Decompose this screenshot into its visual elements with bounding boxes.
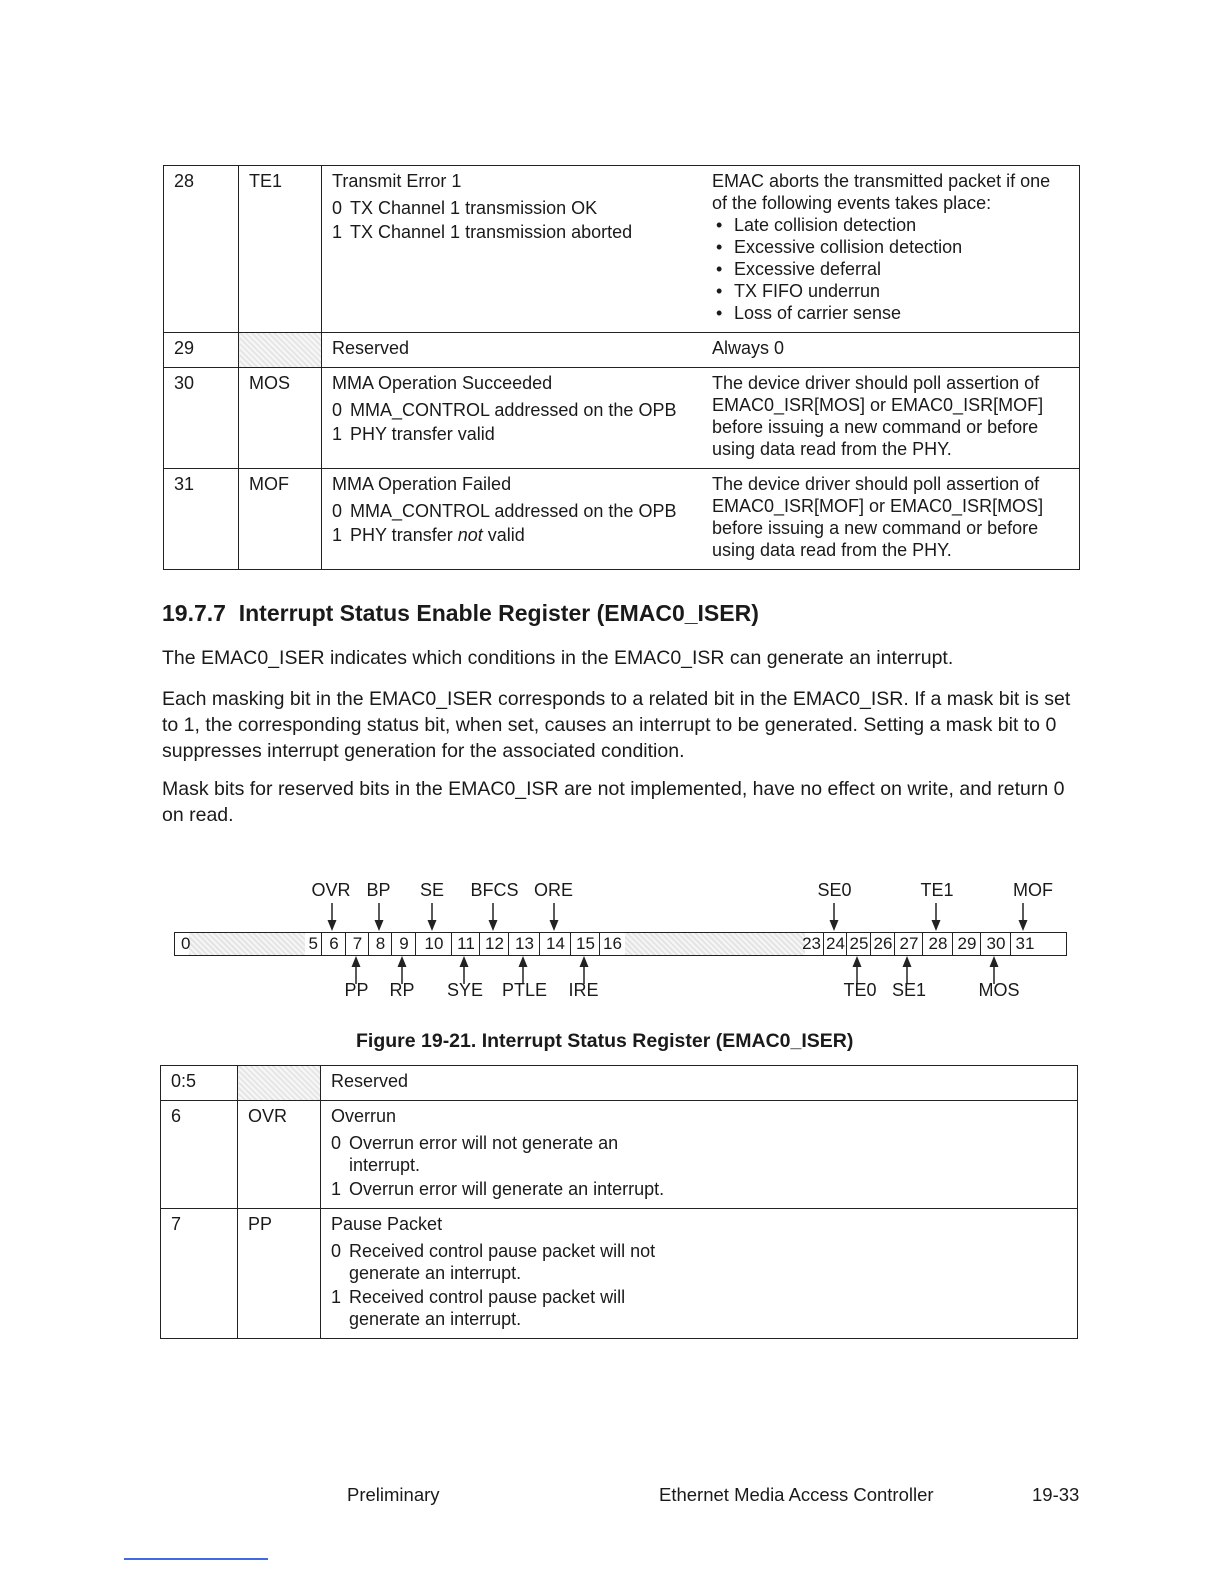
table-row (161, 1101, 1078, 1209)
field-label-ore: ORE (533, 880, 574, 900)
option-1: 1 Overrun error will generate an interrupt. (331, 1179, 665, 1199)
bit-cell: 13 (508, 933, 540, 955)
field-cell: TE1 (239, 166, 322, 333)
list-item: • Excessive deferral (712, 258, 1069, 280)
field-label-bp: BP (366, 880, 391, 900)
field-name: MMA Operation Failed (332, 474, 512, 494)
figure-caption: Figure 19-21. Interrupt Status Register (EMAC0_ISER) (356, 1030, 854, 1052)
bit-cell: 25 (846, 933, 871, 955)
paragraph: Each masking bit in the EMAC0_ISER corresponds to a related bit in the EMAC0_ISR. If a mask bit is set to 1, the corresponding status bit, when set, causes an interrupt to be generated. Setting a mask bit to 0 suppresses interrupt generation for the associated condition. (162, 688, 1071, 762)
description-cell (322, 368, 1080, 469)
description-cell (321, 1101, 1078, 1209)
down-arrow-icon (549, 903, 559, 931)
bit-cell: 30 (164, 368, 239, 469)
list-item: • Loss of carrier sense (712, 302, 1069, 324)
field-label-mos: MOS (978, 980, 1020, 1000)
bit-cell: 29 (952, 933, 981, 955)
field-label-se1: SE1 (891, 980, 927, 1000)
field-cell: MOS (239, 368, 322, 469)
notes-text: The device driver should poll assertion of EMAC0_ISR[MOF] or EMAC0_ISR[MOS] before issuing a new command or before using data read from the PHY. (712, 474, 1044, 560)
field-name: Overrun (331, 1106, 397, 1126)
bit-range-reserved-high (599, 933, 824, 955)
down-arrow-icon (374, 903, 384, 931)
field-cell: PP (238, 1209, 321, 1339)
bit-range-reserved-low (175, 933, 321, 955)
field-name: Reserved (332, 338, 410, 358)
bit-cell: 15 (570, 933, 600, 955)
iser-field-table (160, 1065, 1078, 1339)
footer-page-number: 19-33 (1032, 1484, 1080, 1505)
table-row (164, 368, 1080, 469)
bit-cell: 29 (164, 333, 239, 368)
field-label-mof: MOF (1013, 880, 1053, 900)
field-name: Reserved (331, 1071, 409, 1091)
field-label-ire: IRE (568, 980, 599, 1000)
description-cell (321, 1066, 1078, 1101)
bit-cell: 30 (980, 933, 1011, 955)
list-item: • Late collision detection (712, 214, 1069, 236)
option-0: 0 Received control pause packet will not generate an interrupt. (331, 1241, 656, 1283)
bit-cell: 6 (321, 933, 346, 955)
option-1: 1 PHY transfer not valid (332, 525, 525, 545)
field-label-se: SE (419, 880, 445, 900)
field-name: Pause Packet (331, 1214, 443, 1234)
field-name: MMA Operation Succeeded (332, 373, 553, 393)
down-arrow-icon (931, 903, 941, 931)
footer-status: Preliminary (347, 1484, 440, 1505)
bit-cell: 11 (451, 933, 480, 955)
description-cell (321, 1209, 1078, 1339)
field-label-sye: SYE (446, 980, 484, 1000)
bit-cell: 31 (164, 469, 239, 570)
field-label-te1: TE1 (920, 880, 954, 900)
description-cell (322, 469, 1080, 570)
paragraph: The EMAC0_ISER indicates which conditions in the EMAC0_ISR can generate an interrupt. (162, 647, 954, 669)
bit-number: 0 (181, 934, 191, 953)
field-cell: OVR (238, 1101, 321, 1209)
bit-cell: 14 (539, 933, 571, 955)
field-cell: MOF (239, 469, 322, 570)
bit-cell: 7 (345, 933, 369, 955)
notes-text: The device driver should poll assertion of EMAC0_ISR[MOS] or EMAC0_ISR[MOF] before issuing a new command or before using data read from the PHY. (712, 373, 1044, 459)
field-label-se0: SE0 (817, 880, 852, 900)
bit-cell: 9 (391, 933, 416, 955)
down-arrow-icon (427, 903, 437, 931)
down-arrow-icon (1018, 903, 1028, 931)
bit-cell: 26 (870, 933, 895, 955)
bullet-list (712, 214, 1069, 324)
option-0: 0 MMA_CONTROL addressed on the OPB (332, 501, 677, 521)
down-arrow-icon (488, 903, 498, 931)
bit-number: 5 (308, 934, 318, 953)
bit-cell: 12 (479, 933, 509, 955)
table-row (164, 469, 1080, 570)
reserved-field-cell (239, 333, 322, 368)
field-label-ptle: PTLE (501, 980, 548, 1000)
bit-cell: 0:5 (161, 1066, 238, 1101)
section-title: Interrupt Status Enable Register (EMAC0_ISER) (238, 600, 759, 626)
option-0: 0 Overrun error will not generate an interrupt. (331, 1133, 619, 1175)
down-arrow-icon (829, 903, 839, 931)
field-label-pp: PP (344, 980, 369, 1000)
option-1: 1 PHY transfer valid (332, 424, 495, 444)
option-1: 1 TX Channel 1 transmission aborted (332, 222, 633, 242)
bit-cell: 28 (164, 166, 239, 333)
divider (124, 1558, 268, 1560)
description-cell (322, 333, 1080, 368)
bit-cell: 27 (894, 933, 923, 955)
register-bit-strip (174, 932, 1067, 956)
bit-cell: 8 (368, 933, 392, 955)
option-0: 0 TX Channel 1 transmission OK (332, 198, 598, 218)
option-0: 0 MMA_CONTROL addressed on the OPB (332, 400, 677, 420)
bit-cell: 6 (161, 1101, 238, 1209)
list-item: • Excessive collision detection (712, 236, 1069, 258)
bit-cell: 24 (823, 933, 847, 955)
table-row (161, 1209, 1078, 1339)
bit-number: 23 (802, 934, 821, 953)
field-label-bfcs: BFCS (470, 880, 519, 900)
field-label-ovr: OVR (311, 880, 351, 900)
table-row (164, 333, 1080, 368)
paragraph: Mask bits for reserved bits in the EMAC0_ISR are not implemented, have no effect on write, and return 0 on read. (162, 778, 1065, 826)
bit-number: 16 (603, 934, 622, 953)
reserved-field-cell (238, 1066, 321, 1101)
notes-text: Always 0 (712, 338, 785, 358)
bit-cell: 10 (415, 933, 452, 955)
field-label-te0: TE0 (843, 980, 877, 1000)
notes (712, 170, 1069, 324)
table-row (164, 166, 1080, 333)
bit-cell: 7 (161, 1209, 238, 1339)
section-heading (162, 600, 759, 627)
field-name: Transmit Error 1 (332, 171, 462, 191)
section-number: 19.7.7 (162, 600, 226, 626)
list-item: • TX FIFO underrun (712, 280, 1069, 302)
isr-field-table (163, 165, 1080, 570)
option-1: 1 Received control pause packet will generate an interrupt. (331, 1287, 626, 1329)
bit-cell: 28 (922, 933, 953, 955)
footer-chapter-title: Ethernet Media Access Controller (659, 1484, 934, 1505)
down-arrow-icon (327, 903, 337, 931)
table-row (161, 1066, 1078, 1101)
description-cell (322, 166, 1080, 333)
notes-text: EMAC aborts the transmitted packet if one of the following events takes place: (712, 171, 1051, 213)
bit-cell: 31 (1010, 933, 1039, 955)
field-label-rp: RP (389, 980, 415, 1000)
